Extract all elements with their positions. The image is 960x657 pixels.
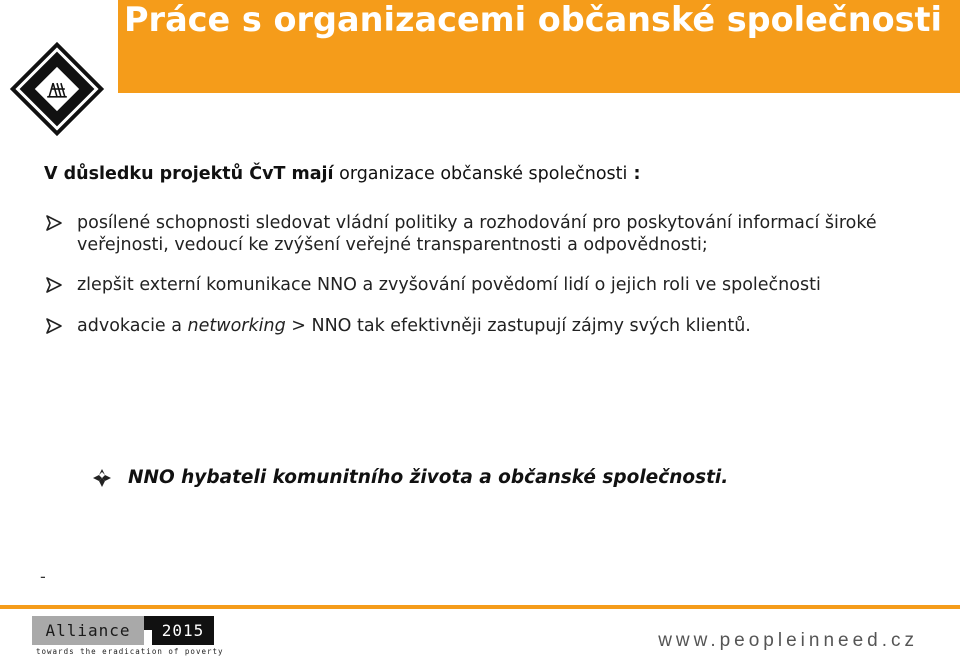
lead-sentence <box>44 161 924 187</box>
alliance-year: 2015 <box>152 616 214 645</box>
bullet-text: posílené schopnosti sledovat vládní politiky a rozhodování pro poskytování informací široké veřejnosti, vedoucí ke zvýšení veřejné transparentnosti a odpovědnosti; <box>77 213 877 255</box>
list-item <box>44 274 884 296</box>
title-bar <box>118 0 960 93</box>
list-item <box>44 315 884 337</box>
bullet-text-italic: networking <box>187 316 286 336</box>
lead-rest: organizace občanské společnosti <box>333 164 628 184</box>
alliance-tagline: towards the eradication of poverty <box>36 647 224 656</box>
website-url: www.peopleinneed.cz <box>658 630 918 651</box>
diamond-bullet-icon <box>92 468 112 488</box>
bullet-text-pre: advokacie a <box>77 316 188 336</box>
arrowhead-bullet-icon <box>44 274 66 296</box>
stray-dash: - <box>40 567 46 586</box>
lead-colon: : <box>627 164 641 184</box>
alliance-label: Alliance <box>32 616 144 645</box>
list-item <box>44 212 884 256</box>
footer-divider <box>0 605 960 609</box>
page-title: Práce s organizacemi občanské společnosti <box>124 0 943 39</box>
arrowhead-bullet-icon <box>44 315 66 337</box>
bullet-text-post: > NNO tak efektivněji zastupují zájmy svých klientů. <box>285 316 751 336</box>
arrowhead-bullet-icon <box>44 212 66 234</box>
bullet-text: zlepšit externí komunikace NNO a zvyšování povědomí lidí o jejich roli ve společnosti <box>77 275 821 295</box>
sub-bullet-text: NNO hybateli komunitního života a občanské společnosti. <box>128 467 729 488</box>
people-in-need-logo <box>8 40 106 138</box>
lead-bold: V důsledku projektů ČvT mají <box>44 164 334 184</box>
alliance-logo-block <box>144 616 152 630</box>
sub-bullet <box>92 465 852 491</box>
bullet-list <box>44 212 884 337</box>
